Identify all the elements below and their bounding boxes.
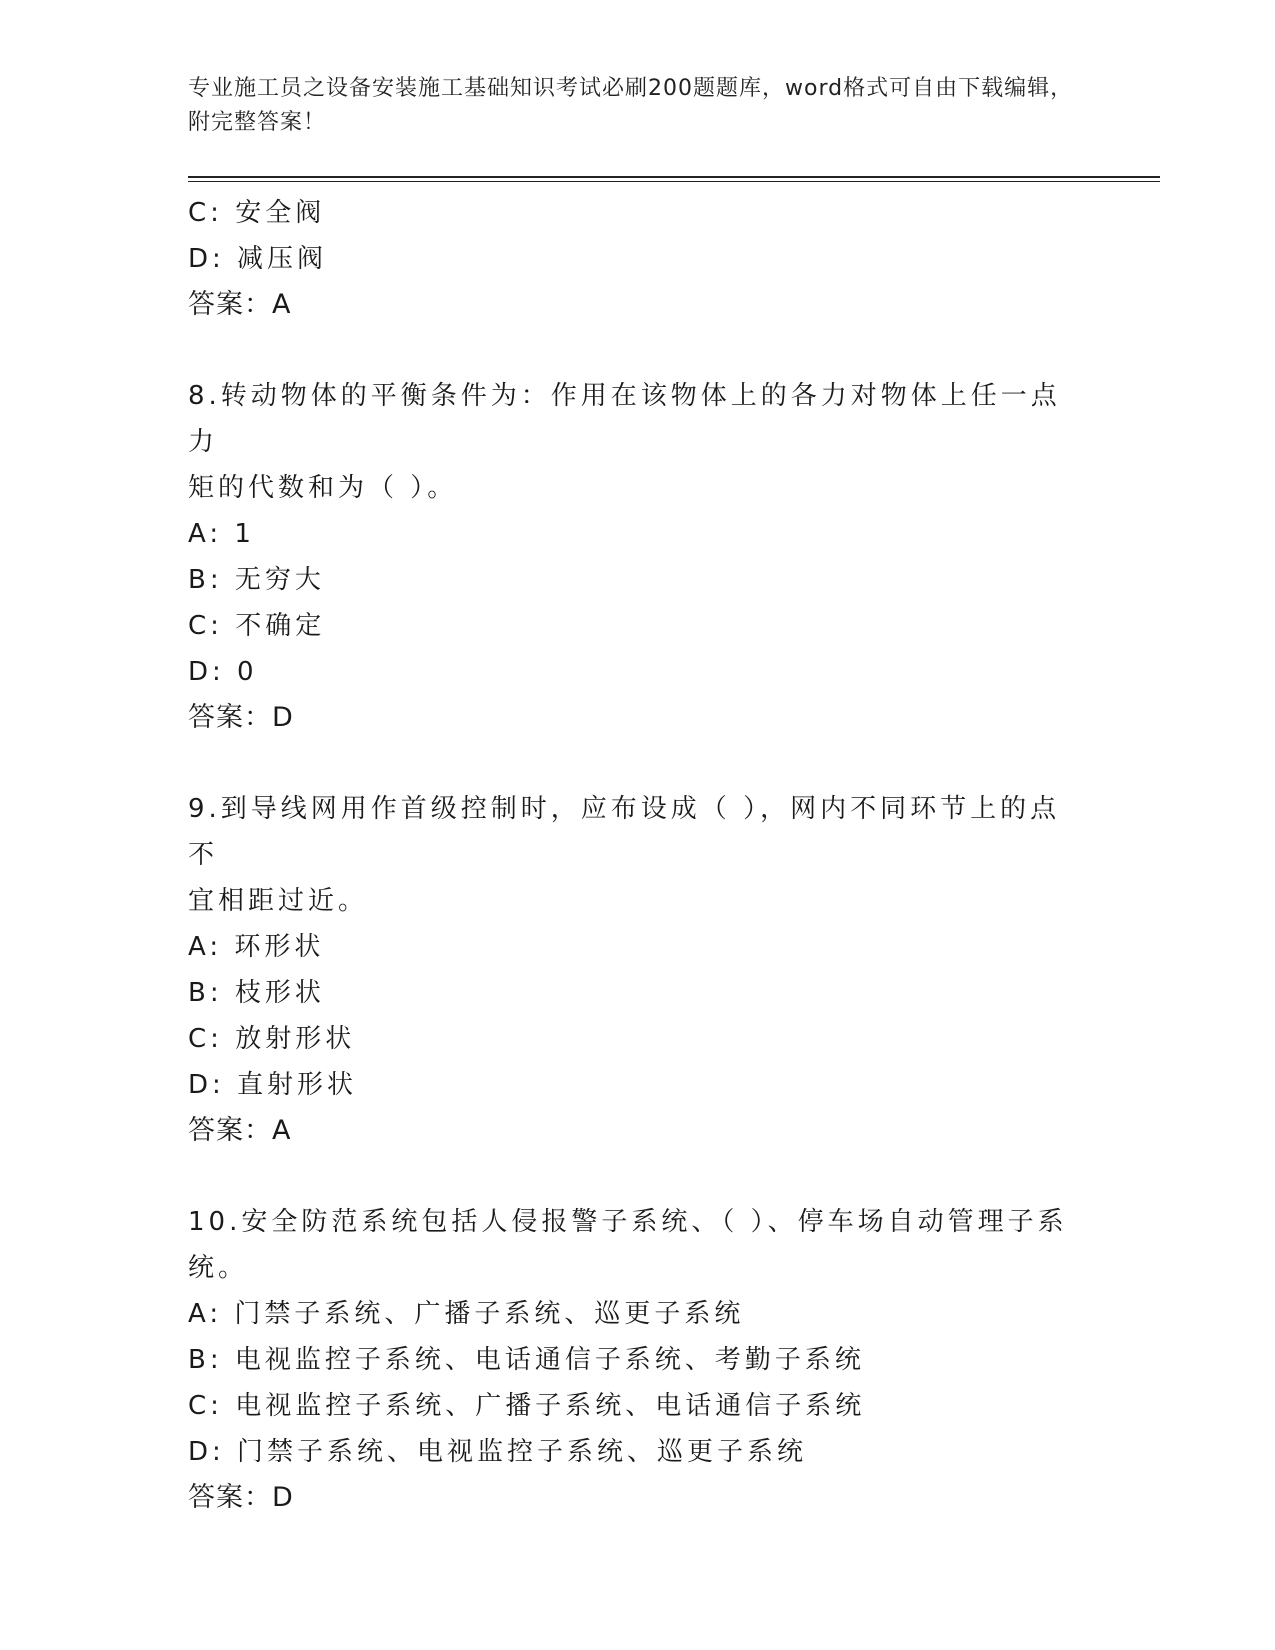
option-d: D: 减压阀 — [188, 244, 328, 274]
option-d: D: 0 — [188, 657, 258, 687]
question-text-line: 矩的代数和为（ ）。 — [188, 473, 458, 503]
option-b: B: 枝形状 — [188, 978, 325, 1008]
option-d: D: 门禁子系统、电视监控子系统、巡更子系统 — [188, 1437, 808, 1467]
option-d: D: 直射形状 — [188, 1070, 358, 1100]
document-header-title: 专业施工员之设备安装施工基础知识考试必刷200题题库，word格式可自由下载编辑，附完整答案！ — [188, 76, 1074, 135]
question-text-line: 9.到导线网用作首级控制时，应布设成（ ），网内不同环节上的点不 — [188, 794, 1061, 870]
question-block-8 — [188, 373, 1088, 741]
header-rule-thick — [188, 176, 1160, 178]
question-block-9 — [188, 786, 1088, 1154]
option-c: C: 电视监控子系统、广播子系统、电话通信子系统 — [188, 1391, 866, 1421]
option-c: C: 不确定 — [188, 611, 326, 641]
option-b: B: 电视监控子系统、电话通信子系统、考勤子系统 — [188, 1345, 865, 1375]
option-a: A: 门禁子系统、广播子系统、巡更子系统 — [188, 1299, 745, 1329]
option-c: C: 安全阀 — [188, 198, 326, 228]
option-a: A: 环形状 — [188, 932, 325, 962]
answer-line: 答案：A — [188, 1115, 292, 1146]
header-rule-thin — [188, 181, 1160, 182]
question-content — [188, 190, 1088, 1521]
question-block-10 — [188, 1199, 1088, 1521]
question-text-line: 统。 — [188, 1253, 249, 1283]
answer-line: 答案：D — [188, 702, 294, 733]
prev-question-block — [188, 190, 1088, 328]
answer-line: 答案：A — [188, 289, 292, 320]
question-text-line: 10.安全防范系统包括人侵报警子系统、（ ）、停车场自动管理子系 — [188, 1207, 1068, 1237]
question-text-line: 8.转动物体的平衡条件为：作用在该物体上的各力对物体上任一点力 — [188, 381, 1061, 457]
question-text-line: 宜相距过近。 — [188, 886, 369, 916]
option-b: B: 无穷大 — [188, 565, 325, 595]
option-a: A: 1 — [188, 519, 255, 549]
option-c: C: 放射形状 — [188, 1024, 356, 1054]
answer-line: 答案：D — [188, 1482, 294, 1513]
